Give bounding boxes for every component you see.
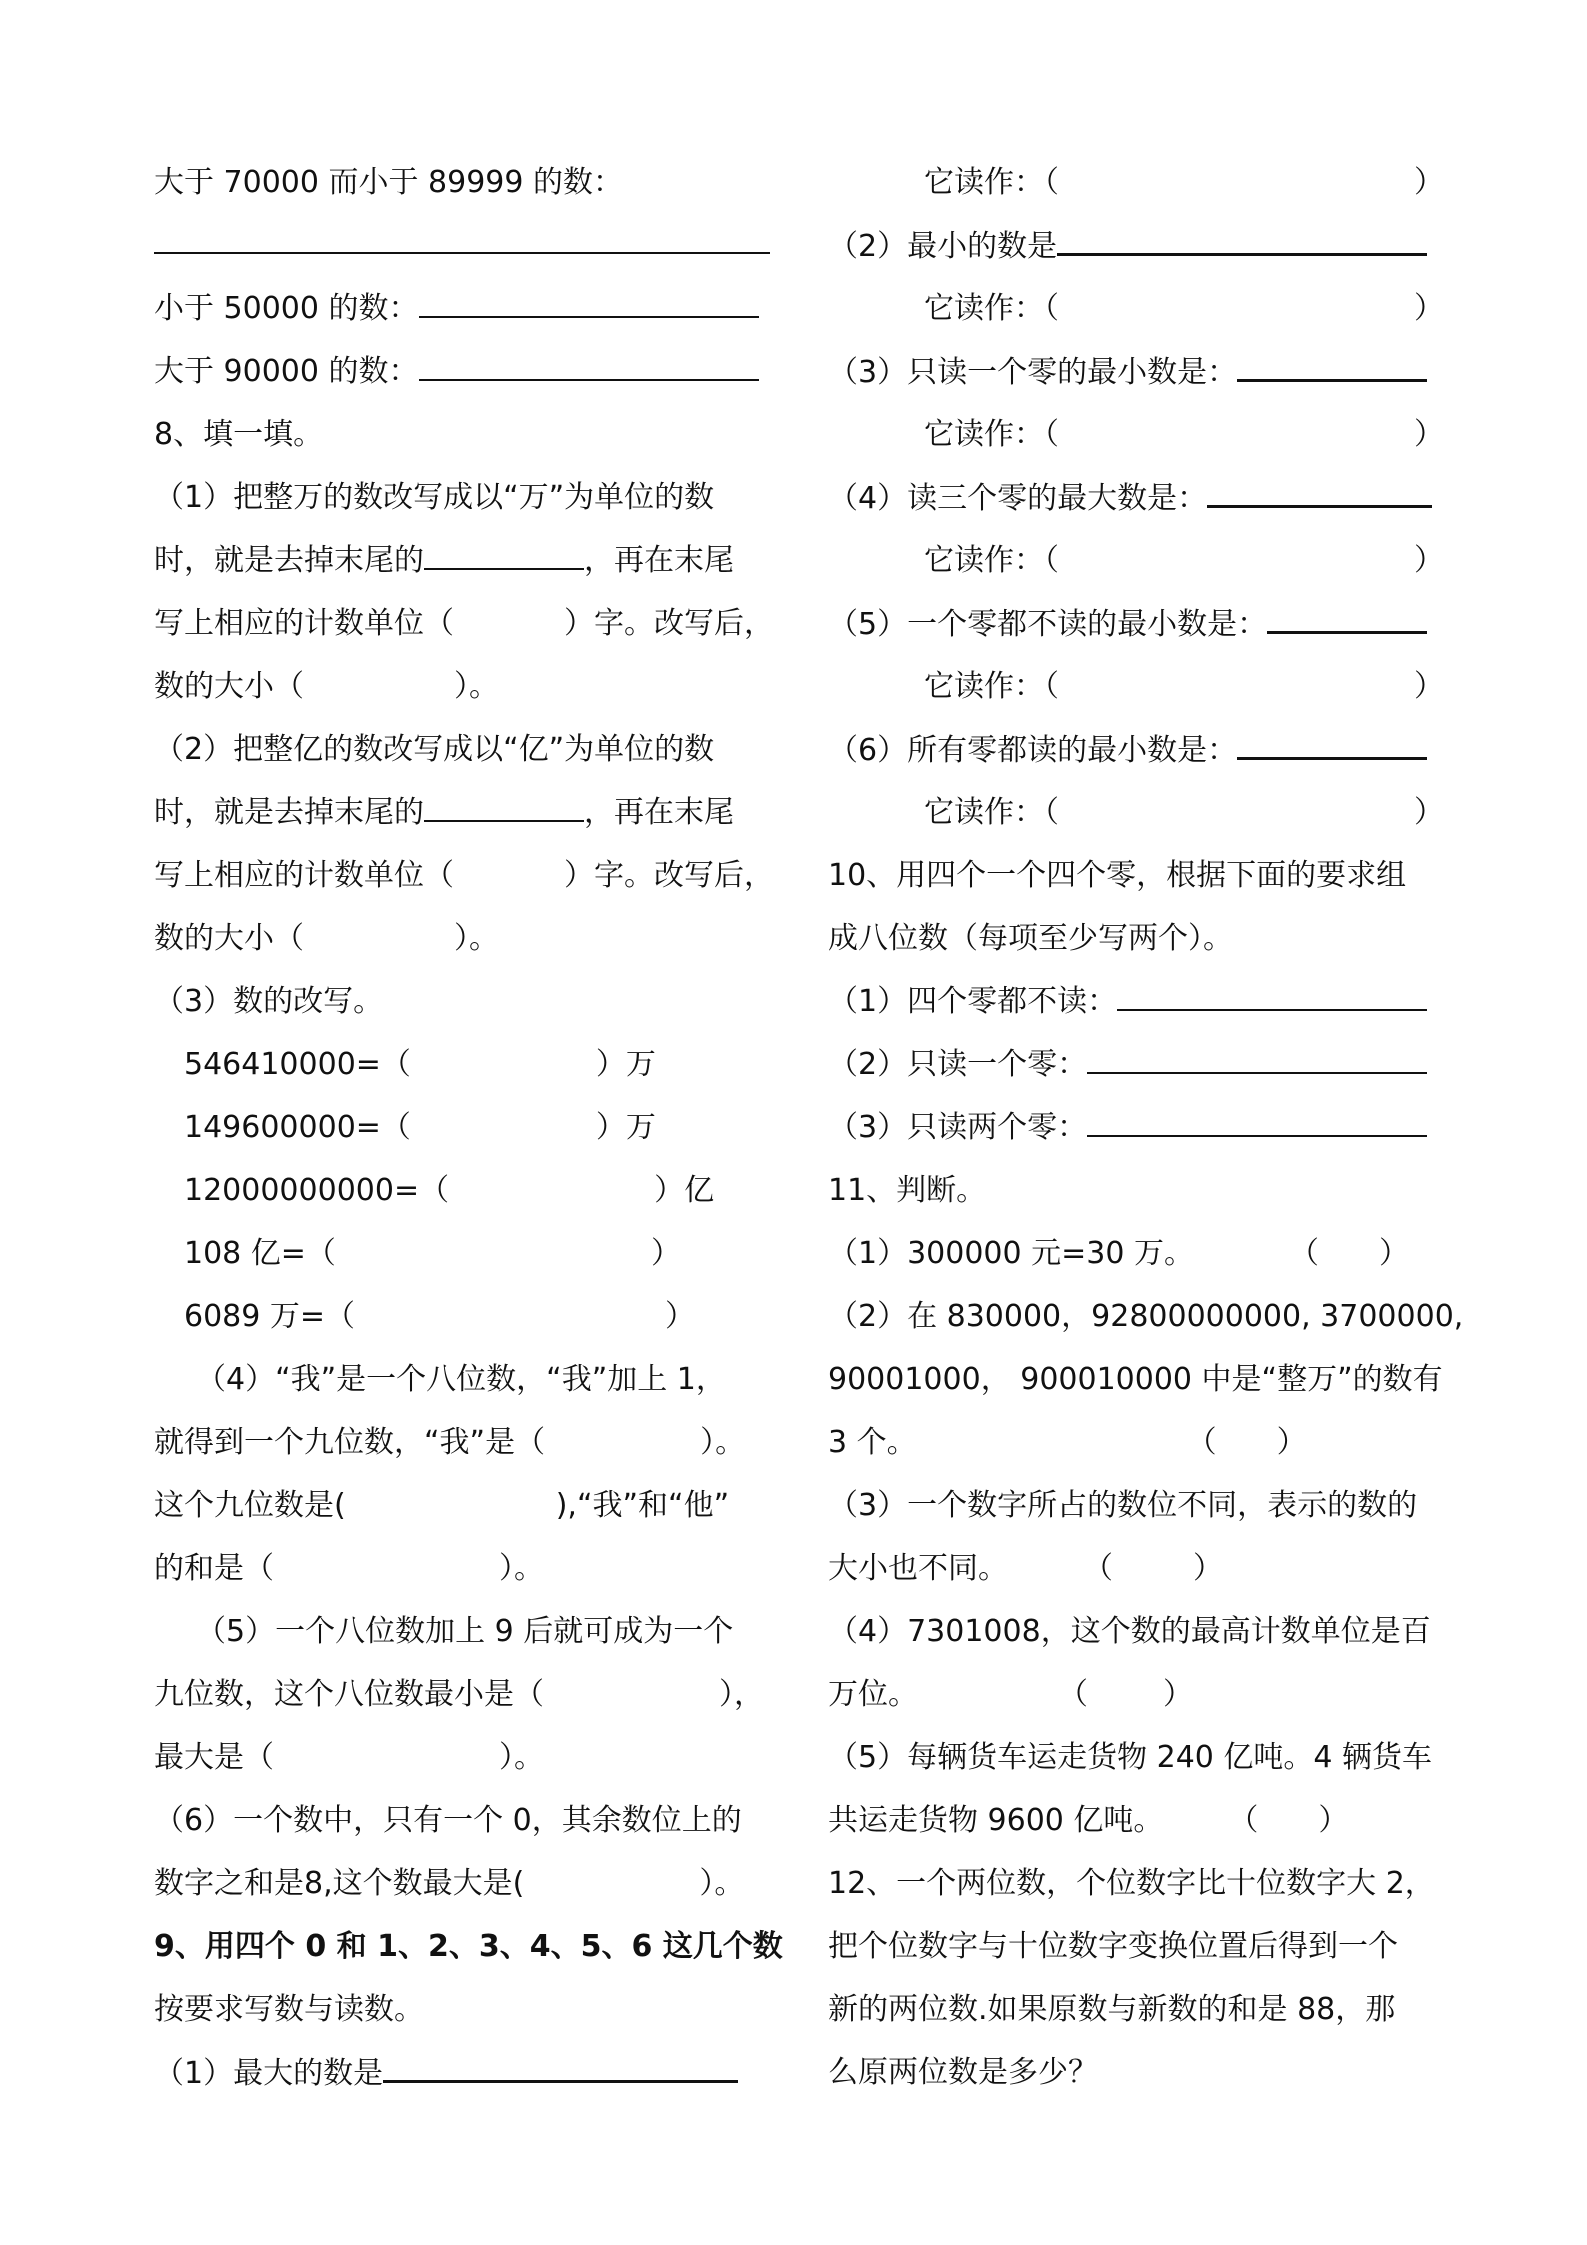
conversion-3: 12000000000=（ ）亿 (184, 1173, 715, 1208)
answer-blank[interactable] (383, 2048, 738, 2083)
answer-line-range (154, 220, 770, 270)
answer-blank[interactable] (1207, 473, 1432, 508)
q11-2-line-a: （2）在 830000，92800000000, 3700000, (828, 1299, 1464, 1334)
q11-3-line-a: （3）一个数字所占的数位不同，表示的数的 (828, 1488, 1418, 1523)
q9-5-read-line: 它读作：（ ） (924, 669, 1444, 704)
answer-blank[interactable] (1057, 221, 1427, 256)
q8-4-line-d: 的和是（ ）。 (154, 1551, 544, 1586)
q9-5-line: （5）一个零都不读的最小数是： (828, 599, 1427, 649)
q8-1-line-b: 时，就是去掉末尾的 ，再在末尾 (154, 536, 734, 586)
question-9-line-a: 9、用四个 0 和 1、2、3、4、5、6 这几个数 (154, 1929, 783, 1964)
conversion-4: 108 亿=（ ） (184, 1236, 681, 1271)
question-12-line-b: 把个位数字与十位数字变换位置后得到一个 (828, 1929, 1398, 1964)
answer-blank[interactable] (154, 220, 770, 254)
question-8-title: 8、填一填。 (154, 417, 324, 452)
question-9-line-b: 按要求写数与读数。 (154, 1992, 424, 2027)
q11-3-line-b: 大小也不同。 （ ） (828, 1551, 1223, 1586)
answer-blank[interactable] (1117, 977, 1427, 1011)
q8-1-line-d: 数的大小（ ）。 (154, 669, 499, 704)
answer-blank[interactable] (1267, 599, 1427, 634)
q11-1-line: （1）300000 元=30 万。 （ ） (828, 1236, 1409, 1271)
q8-4-line-c: 这个九位数是( ),“我”和“他” (154, 1488, 730, 1523)
q11-4-line-a: （4）7301008，这个数的最高计数单位是百 (828, 1614, 1431, 1649)
q11-2-line-c: 3 个。 （ ） (828, 1425, 1307, 1460)
q9-3-line: （3）只读一个零的最小数是： (828, 347, 1427, 397)
q8-4-line-b: 就得到一个九位数，“我”是（ ）。 (154, 1425, 746, 1460)
q11-5-line-b: 共运走货物 9600 亿吨。 （ ） (828, 1803, 1349, 1838)
q9-3-read-line: 它读作：（ ） (924, 417, 1444, 452)
q9-1-line: （1）最大的数是 (154, 2048, 738, 2098)
q11-5-line-a: （5）每辆货车运走货物 240 亿吨。4 辆货车 (828, 1740, 1433, 1775)
q10-3-line: （3）只读两个零： (828, 1103, 1427, 1153)
question-11-title: 11、判断。 (828, 1173, 987, 1208)
answer-blank[interactable] (1087, 1103, 1427, 1137)
q9-4-line: （4）读三个零的最大数是： (828, 473, 1432, 523)
question-12-line-a: 12、一个两位数，个位数字比十位数字大 2， (828, 1866, 1435, 1901)
range-question-line: 大于 70000 而小于 89999 的数： (154, 165, 624, 200)
less-than-line: 小于 50000 的数： (154, 284, 759, 334)
q8-2-line-b: 时，就是去掉末尾的 ，再在末尾 (154, 788, 734, 838)
answer-blank[interactable] (424, 788, 584, 822)
q8-5-line-b: 九位数，这个八位数最小是（ ）， (154, 1677, 764, 1712)
q8-4-line-a: （4）“我”是一个八位数，“我”加上 1， (196, 1362, 726, 1397)
answer-blank[interactable] (419, 347, 759, 381)
answer-blank[interactable] (419, 284, 759, 318)
q8-2-line-d: 数的大小（ ）。 (154, 921, 499, 956)
conversion-5: 6089 万=（ ） (184, 1299, 696, 1334)
answer-blank[interactable] (1237, 725, 1427, 760)
q8-5-line-a: （5）一个八位数加上 9 后就可成为一个 (196, 1614, 734, 1649)
q8-5-line-c: 最大是（ ）。 (154, 1740, 544, 1775)
question-12-line-c: 新的两位数.如果原数与新数的和是 88，那 (828, 1992, 1396, 2027)
question-12-line-d: 么原两位数是多少？ (828, 2055, 1098, 2090)
conversion-1: 546410000=（ ）万 (184, 1047, 656, 1082)
q8-1-line-a: （1）把整万的数改写成以“万”为单位的数 (154, 480, 715, 515)
q9-2-read-line: 它读作：（ ） (924, 291, 1444, 326)
question-10-line-b: 成八位数（每项至少写两个）。 (828, 921, 1233, 956)
q8-1-line-c: 写上相应的计数单位（ ）字。改写后， (154, 606, 774, 641)
greater-than-line: 大于 90000 的数： (154, 347, 759, 397)
q9-2-line: （2）最小的数是 (828, 221, 1427, 271)
conversion-2: 149600000=（ ）万 (184, 1110, 656, 1145)
q9-4-read-line: 它读作：（ ） (924, 543, 1444, 578)
q9-6-line: （6）所有零都读的最小数是： (828, 725, 1427, 775)
q8-6-line-b: 数字之和是8,这个数最大是( ）。 (154, 1866, 745, 1901)
answer-blank[interactable] (424, 536, 584, 570)
answer-blank[interactable] (1237, 347, 1427, 382)
q8-2-line-a: （2）把整亿的数改写成以“亿”为单位的数 (154, 732, 715, 767)
q9-6-read-line: 它读作：（ ） (924, 795, 1444, 830)
q11-2-line-b: 90001000， 900010000 中是“整万”的数有 (828, 1362, 1443, 1397)
q11-4-line-b: 万位。 （ ） (828, 1677, 1193, 1712)
question-10-line-a: 10、用四个一个四个零，根据下面的要求组 (828, 858, 1407, 893)
q8-3-title: （3）数的改写。 (154, 984, 384, 1019)
answer-blank[interactable] (1087, 1040, 1427, 1074)
q8-2-line-c: 写上相应的计数单位（ ）字。改写后， (154, 858, 774, 893)
q8-6-line-a: （6）一个数中，只有一个 0，其余数位上的 (154, 1803, 742, 1838)
q10-2-line: （2）只读一个零： (828, 1040, 1427, 1090)
q9-1-read-line: 它读作：（ ） (924, 165, 1444, 200)
q10-1-line: （1）四个零都不读： (828, 977, 1427, 1027)
